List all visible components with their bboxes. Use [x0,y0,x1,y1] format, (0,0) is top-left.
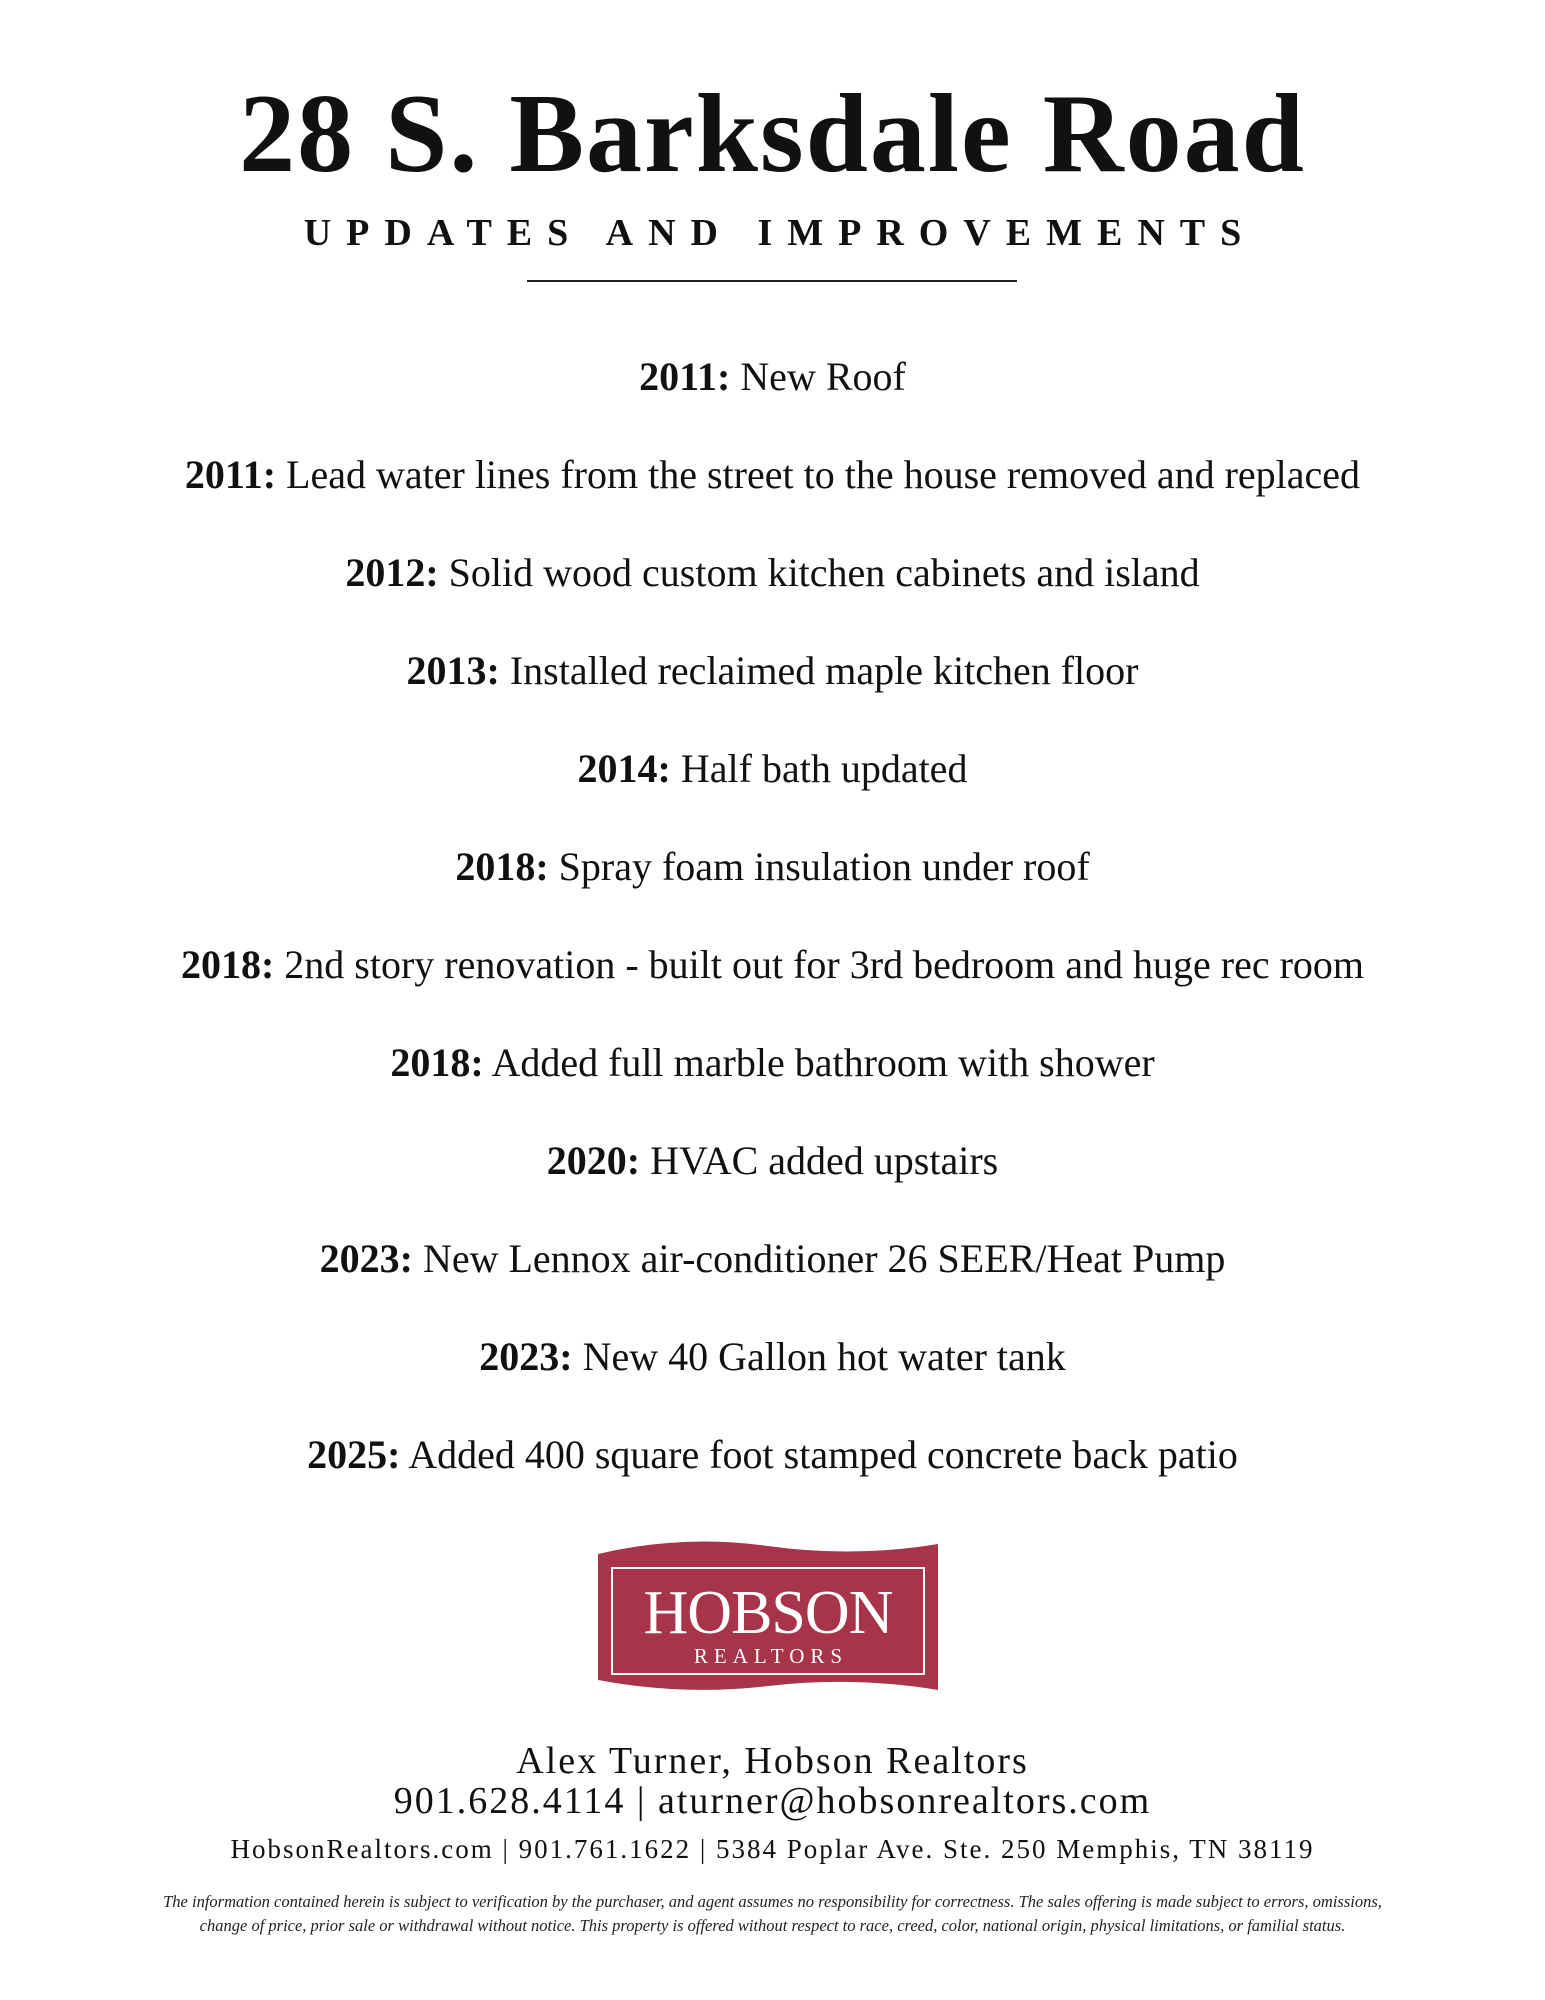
update-year: 2014: [577,746,671,791]
update-text: New Lennox air-conditioner 26 SEER/Heat Pump [422,1236,1226,1281]
update-text: HVAC added upstairs [650,1138,999,1183]
update-year: 2011: [184,452,277,497]
update-year: 2023: [319,1236,413,1281]
update-item [0,450,1545,548]
update-text: Added 400 square foot stamped concrete back patio [408,1432,1238,1477]
update-text: Solid wood custom kitchen cabinets and island [448,550,1200,595]
page-subtitle: UPDATES AND IMPROVEMENTS [303,212,1257,254]
update-year: 2020: [546,1138,641,1183]
update-text: Installed reclaimed maple kitchen floor [509,648,1139,693]
update-item [0,744,1545,842]
logo-tagline: REALTORS [693,1644,849,1668]
disclaimer [50,1890,1495,1938]
update-text: Lead water lines from the street to the house removed and replaced [286,452,1361,497]
disclaimer-line: The information contained herein is subject to verification by the purchaser, and agent assumes no responsibility for correctness. The sales offering is made subject to errors, omissions, [163,1892,1382,1911]
update-item [0,940,1545,1038]
logo-name: HOBSON [643,1579,893,1647]
update-year: 2023: [479,1334,573,1379]
updates-list [0,352,1545,1528]
update-year: 2011: [639,354,731,399]
update-text: Spray foam insulation under roof [558,844,1090,889]
update-year: 2018: [390,1040,484,1085]
disclaimer-line: change of price, prior sale or withdrawal without notice. This property is offered without respect to race, creed, color, national origin, physical limitations, or familial status. [199,1916,1346,1935]
update-year: 2018: [180,942,275,987]
update-year: 2025: [307,1432,401,1477]
update-year: 2012: [345,550,439,595]
update-item [0,548,1545,646]
update-text: Half bath updated [680,746,968,791]
update-item [0,1136,1545,1234]
page-title: 28 S. Barksdale Road [239,72,1306,196]
update-item [0,1430,1545,1528]
update-item [0,842,1545,940]
update-text: New Roof [740,354,906,399]
update-text: New 40 Gallon hot water tank [582,1334,1066,1379]
update-item [0,1332,1545,1430]
update-year: 2018: [455,844,549,889]
agent-name: Alex Turner, Hobson Realtors [516,1740,1029,1782]
title-divider [527,280,1017,282]
update-item [0,352,1545,450]
agent-contact: 901.628.4114 | aturner@hobsonrealtors.com [393,1780,1152,1822]
update-year: 2013: [406,648,500,693]
update-text: 2nd story renovation - built out for 3rd bedroom and huge rec room [284,942,1365,987]
update-text: Added full marble bathroom with shower [491,1040,1155,1085]
update-item [0,646,1545,744]
office-info: HobsonRealtors.com | 901.761.1622 | 5384 Poplar Ave. Ste. 250 Memphis, TN 38119 [230,1834,1315,1864]
update-item [0,1038,1545,1136]
hobson-realtors-logo [598,1540,938,1692]
update-item [0,1234,1545,1332]
